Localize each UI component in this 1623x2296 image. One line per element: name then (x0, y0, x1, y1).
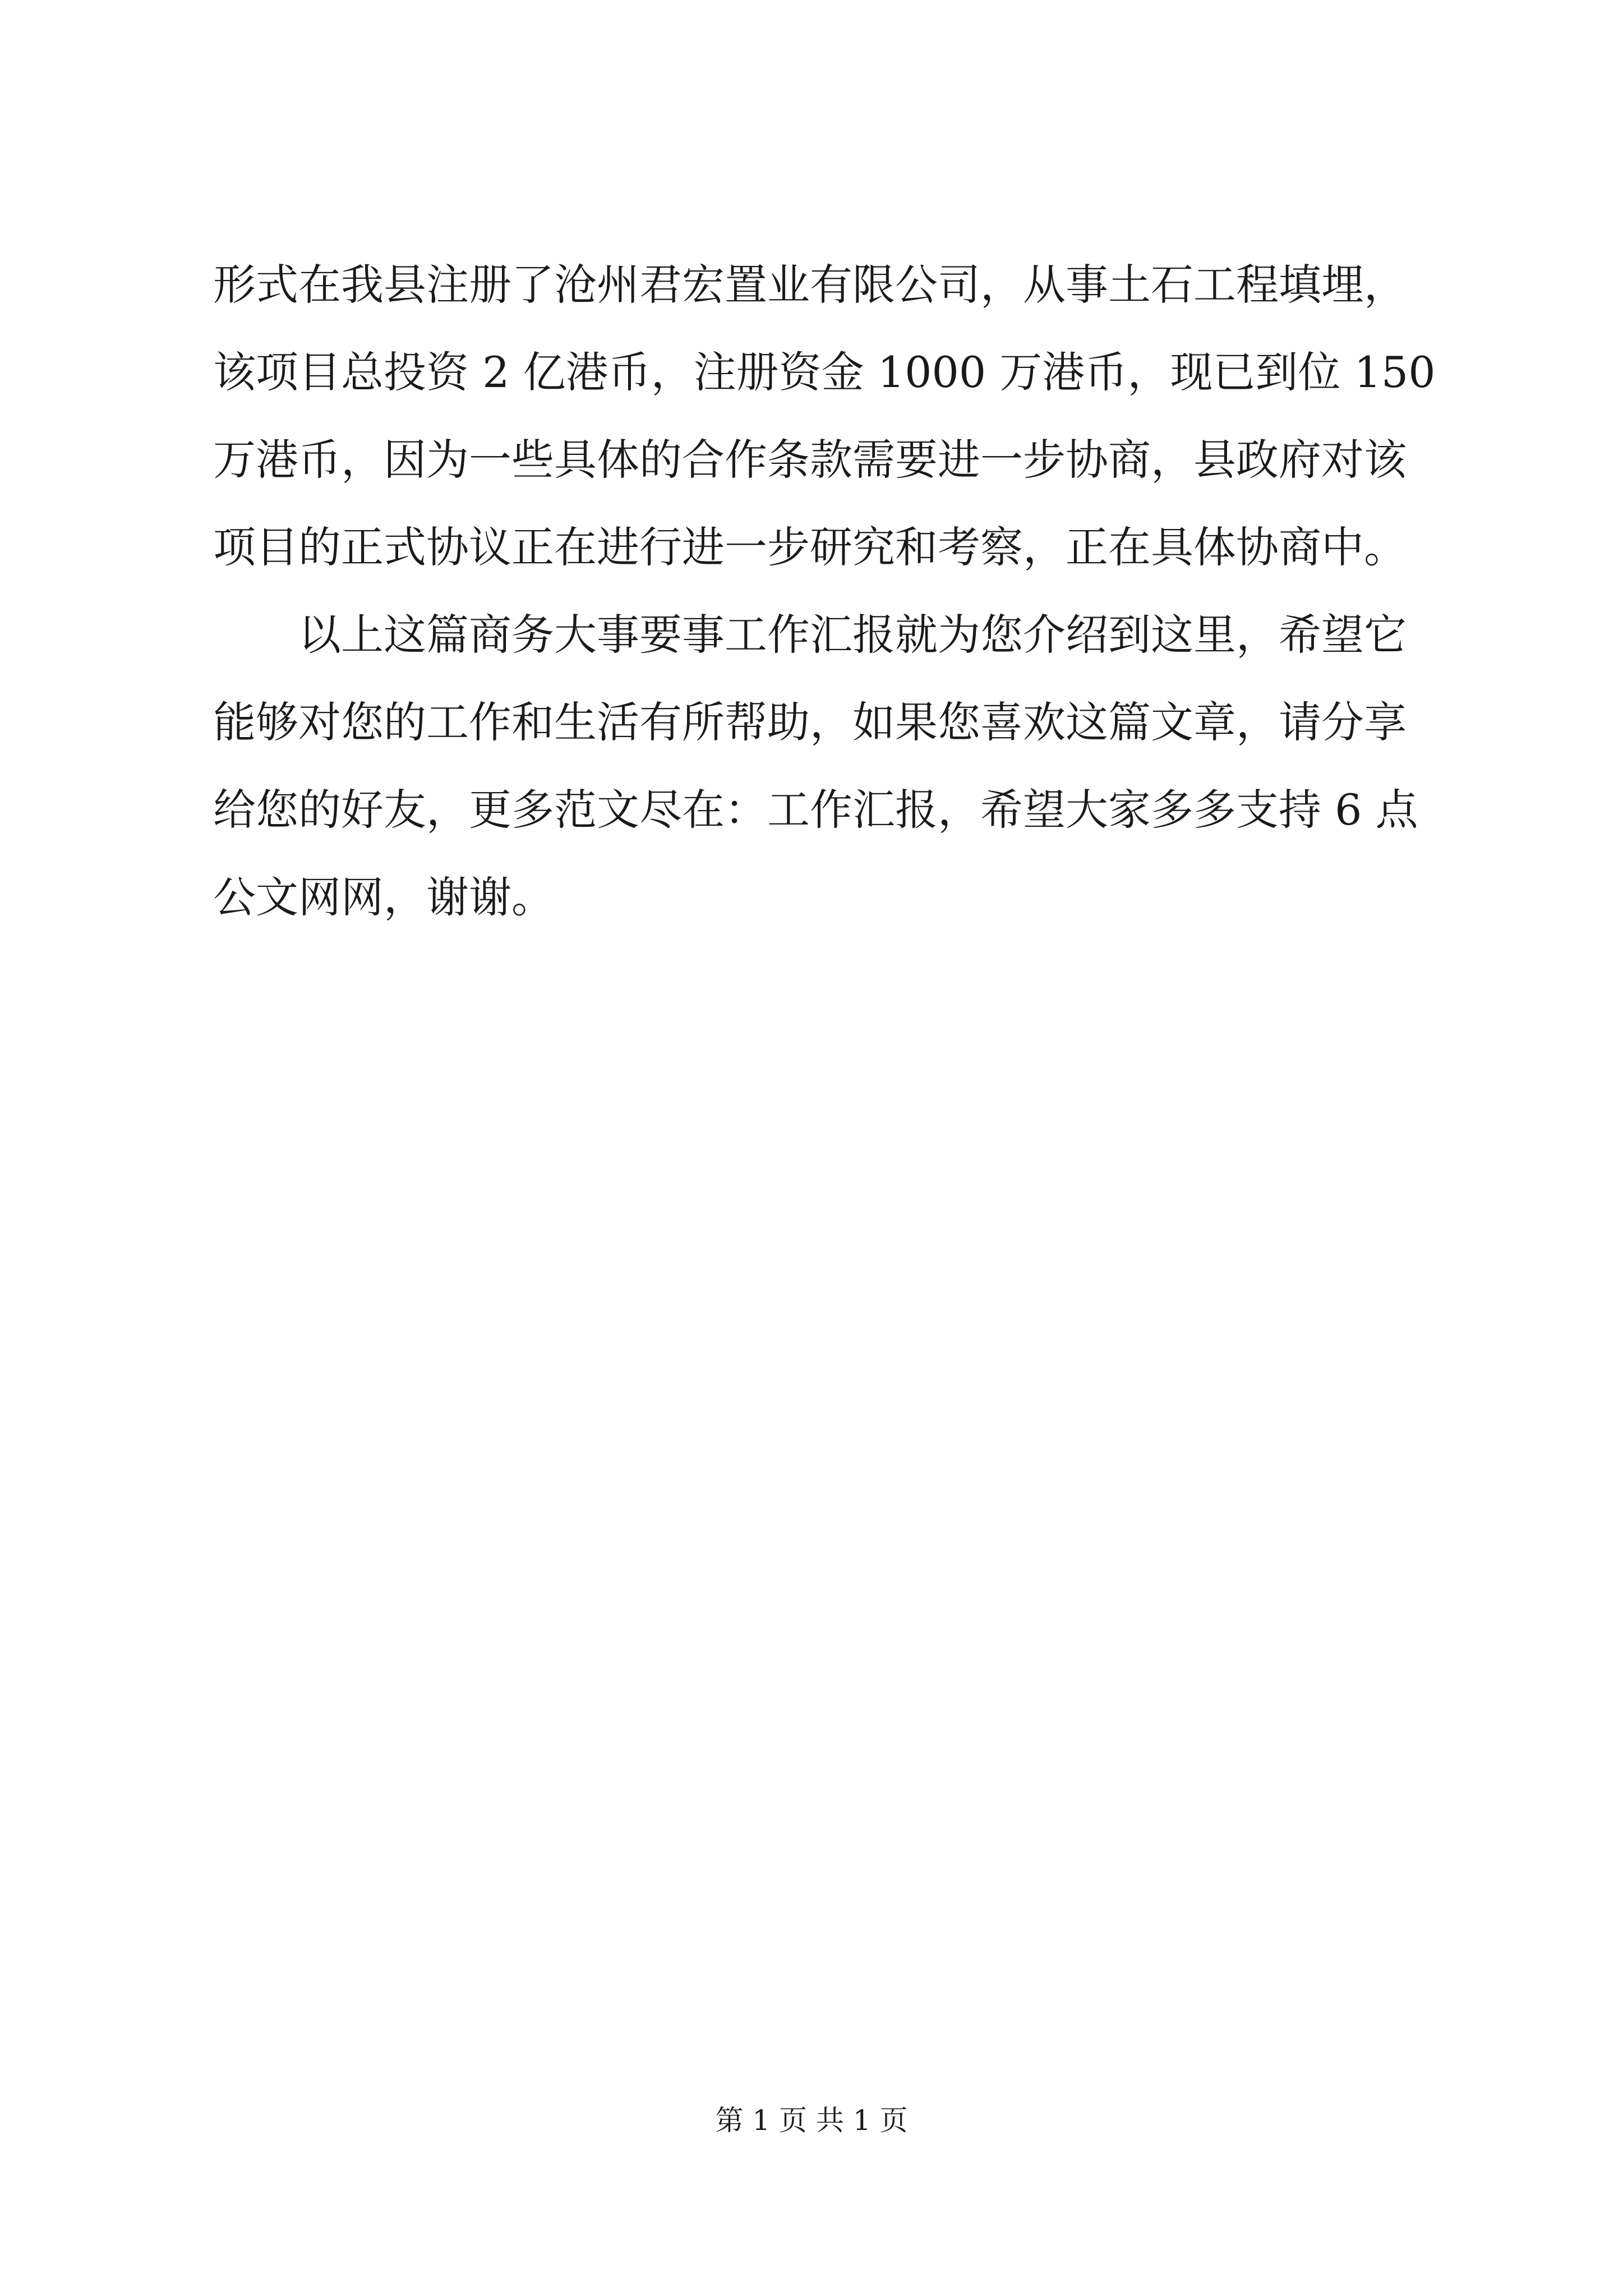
paragraph-line: 以上这篇商务大事要事工作汇报就为您介绍到这里，希望它 (213, 610, 1407, 660)
page-number-footer: 第 1 页 共 1 页 (715, 2104, 908, 2137)
paragraph-line: 公文网网，谢谢。 (213, 872, 554, 922)
paragraph-line: 能够对您的工作和生活有所帮助，如果您喜欢这篇文章，请分享 (213, 697, 1407, 747)
document-body (213, 241, 1436, 941)
paragraph-line: 该项目总投资 2 亿港币，注册资金 1000 万港币，现已到位 150 (213, 347, 1436, 397)
paragraph-line: 万港币，因为一些具体的合作条款需要进一步协商，县政府对该 (213, 435, 1407, 485)
paragraph-line: 给您的好友，更多范文尽在：工作汇报，希望大家多多支持 6 点 (213, 785, 1418, 835)
paragraph-line: 形式在我县注册了沧州君宏置业有限公司，从事土石工程填埋， (213, 260, 1407, 310)
paragraph-line: 项目的正式协议正在进行进一步研究和考察，正在具体协商中。 (213, 522, 1407, 572)
